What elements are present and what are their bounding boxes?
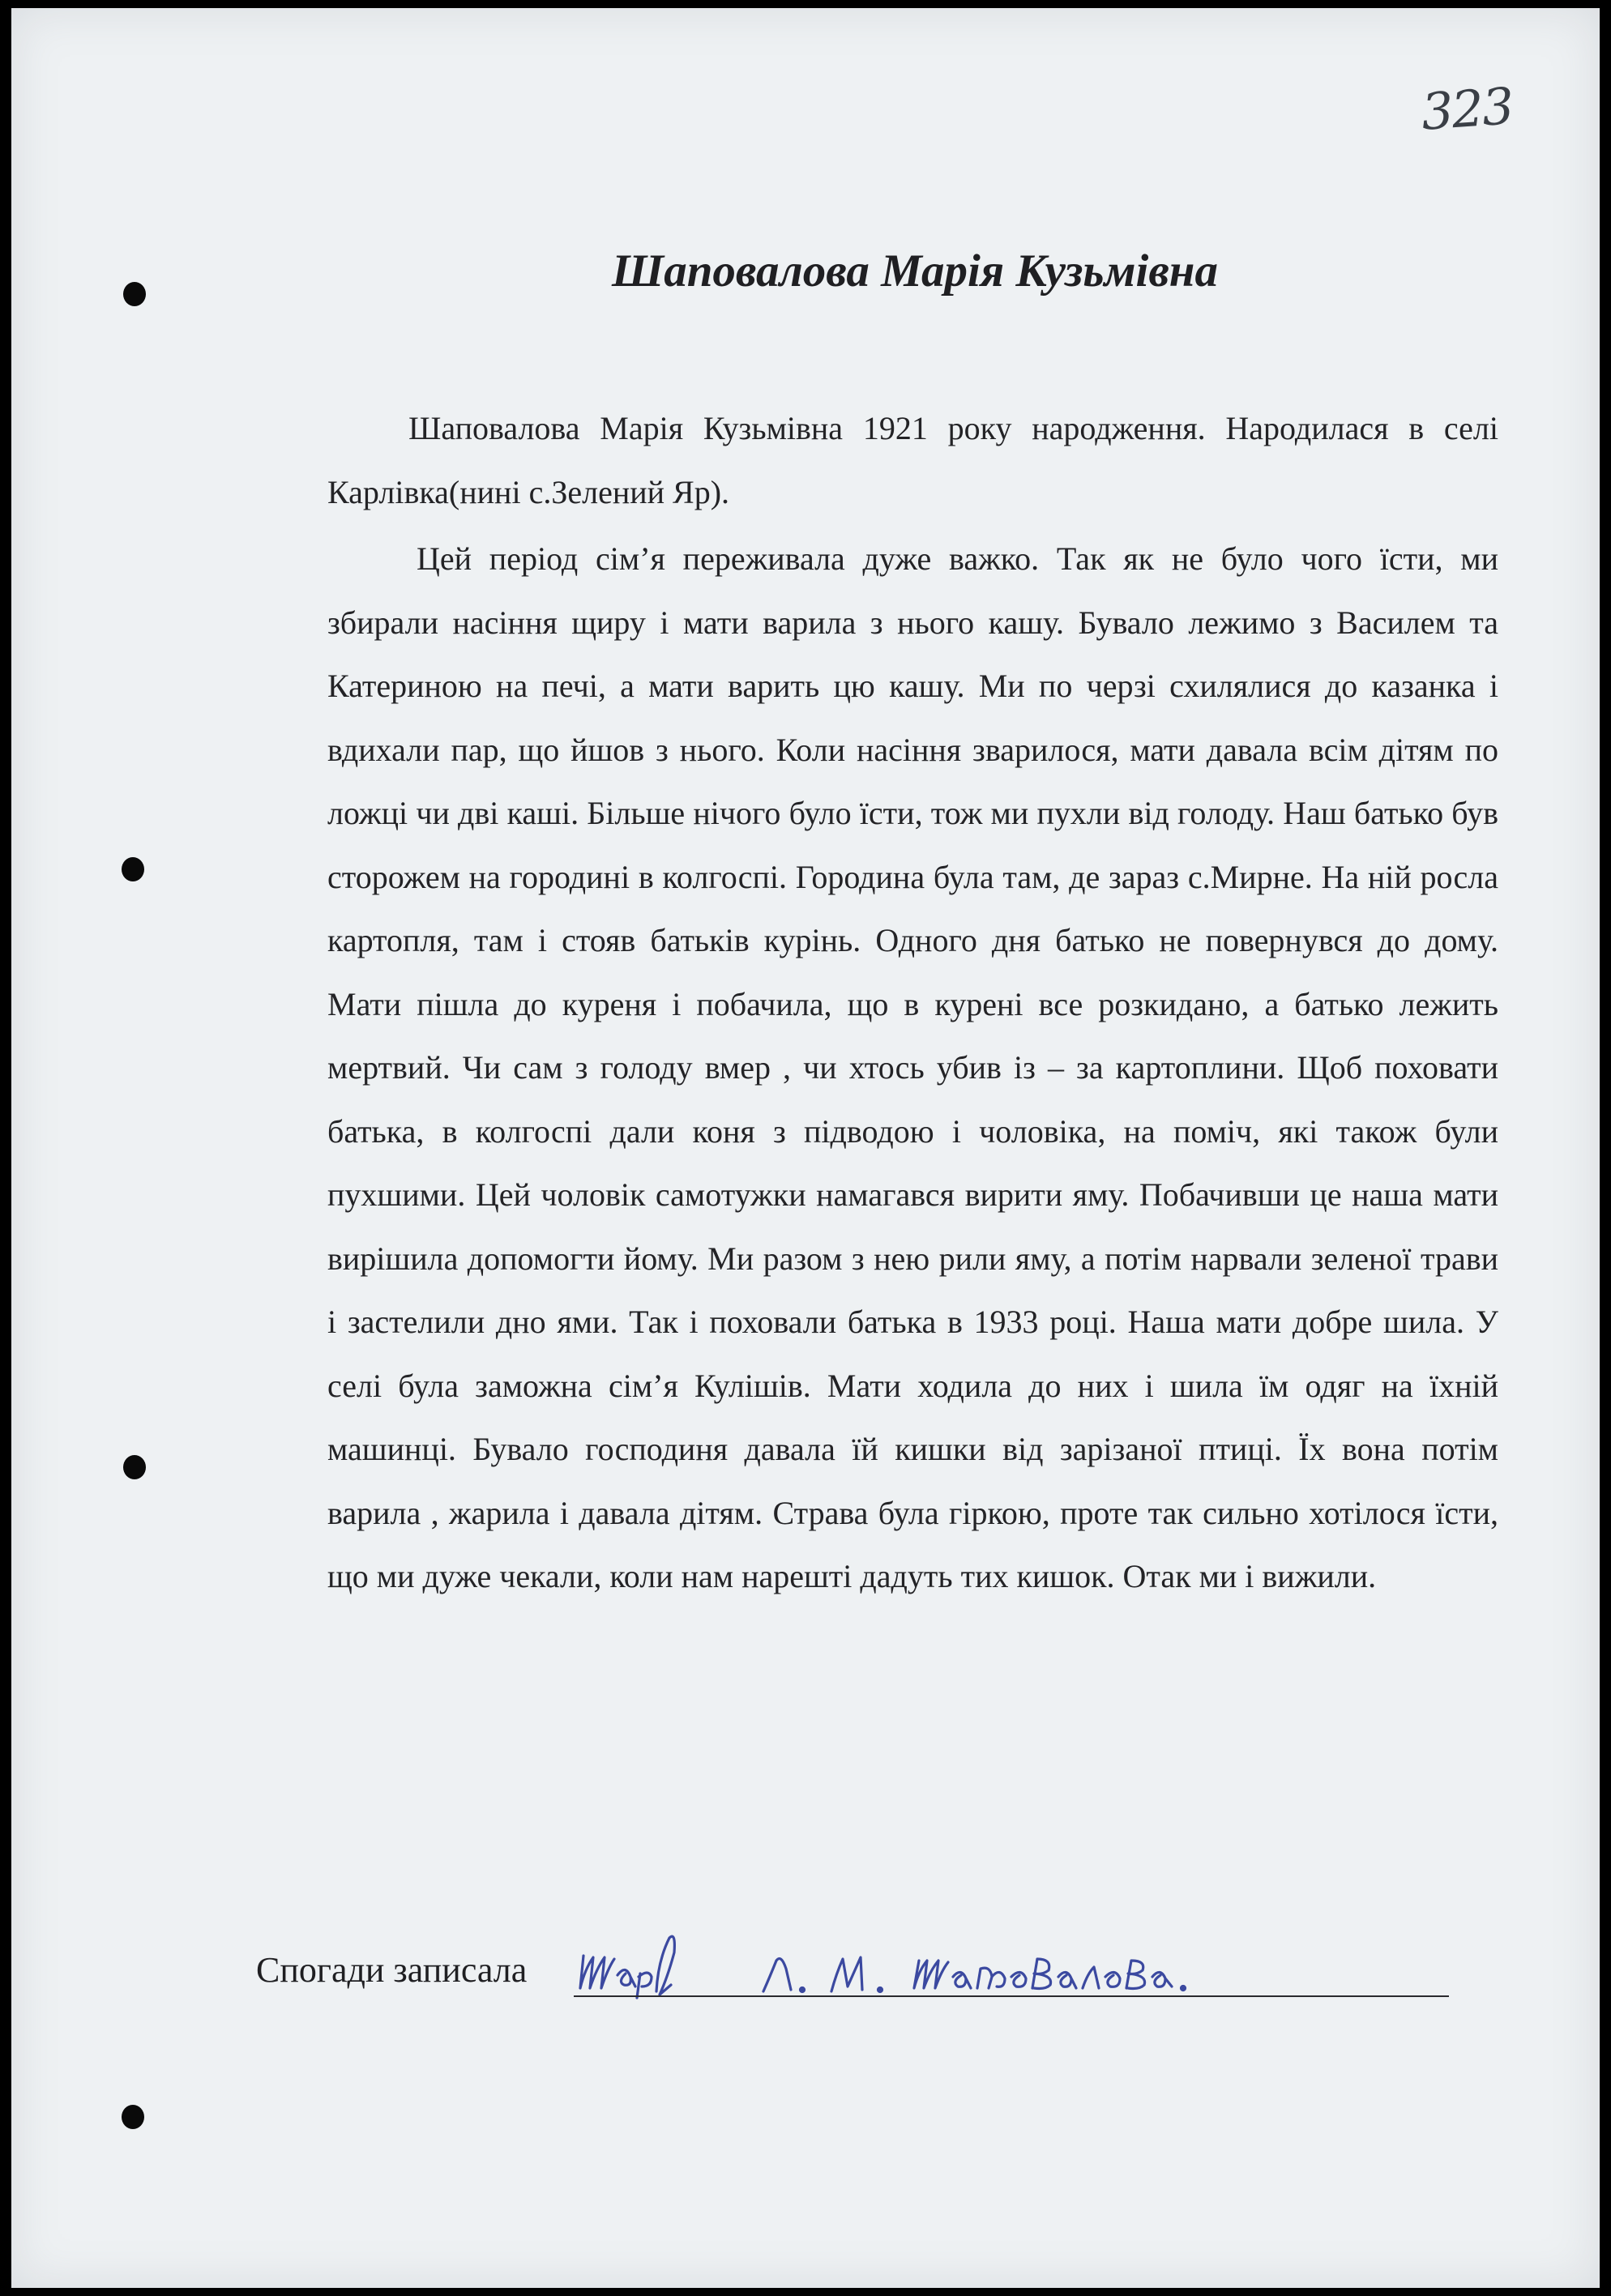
archive-page-number: 323 [1419, 76, 1515, 142]
memoir-body [327, 397, 1498, 1609]
signature-label: Спогади записала [256, 1950, 528, 1990]
paragraph-memoir: Цей період сім’я переживала дуже важко. Так як не було чого їсти, ми збирали насіння щиру і мати варила з нього кашу. Бувало лежимо з Василем та Катериною на печі, а мати варить цю кашу. Ми по черзі схилялися до казанка і вдихали пар, що йшов з нього. Коли насіння зварилося, мати давала всім дітям по ложці чи дві каші. Більше нічого було їсти, тож ми пухли від голоду. Наш батько був сторожем на городині в колгоспі. Городина була там, де зараз с.Мирне. На ній росла картопля, там і стояв батьків курінь. Одного дня батько не повернувся до дому. Мати пішла до куреня і побачила, що в курені все розкидано, а батько лежить мертвий. Чи сам з голоду вмер , чи хтось убив із – за картоплини. Щоб поховати батька, в колгоспі дали коня з підводою і чоловіка, на поміч, які також були пухшими. Цей чоловік самотужки намагався вирити яму. Побачивши це наша мати вирішила допомогти йому. Ми разом з нею рили яму, а потім нарвали зеленої трави і застелили дно ями. Так і поховали батька в 1933 році. Наша мати добре шила. У селі була заможна сім’я Кулішів. Мати ходила до них і шила їм одяг на їхній машинці. Бувало господиня давала їй кишки від зарізаної птиці. Їх вона потім варила , жарила і давала дітям. Страва була гіркою, проте так сильно хотілося їсти, що ми дуже чекали, коли нам нарешті дадуть тих кишок. Отак ми і вижили. [327, 540, 1498, 1594]
signature-block [256, 1928, 1229, 2025]
signature-line [574, 1995, 1449, 1997]
punch-hole-3 [123, 1455, 146, 1479]
document-page [11, 8, 1600, 2288]
handwritten-signature [579, 1928, 1454, 2001]
punch-hole-2 [122, 857, 144, 881]
paragraph-intro: Шаповалова Марія Кузьмівна 1921 року народження. Народилася в селі Карлівка(нині с.Зелений Яр). [327, 410, 1498, 510]
page-title: Шаповалова Марія Кузьмівна [612, 245, 1218, 297]
punch-hole-4 [122, 2105, 144, 2129]
